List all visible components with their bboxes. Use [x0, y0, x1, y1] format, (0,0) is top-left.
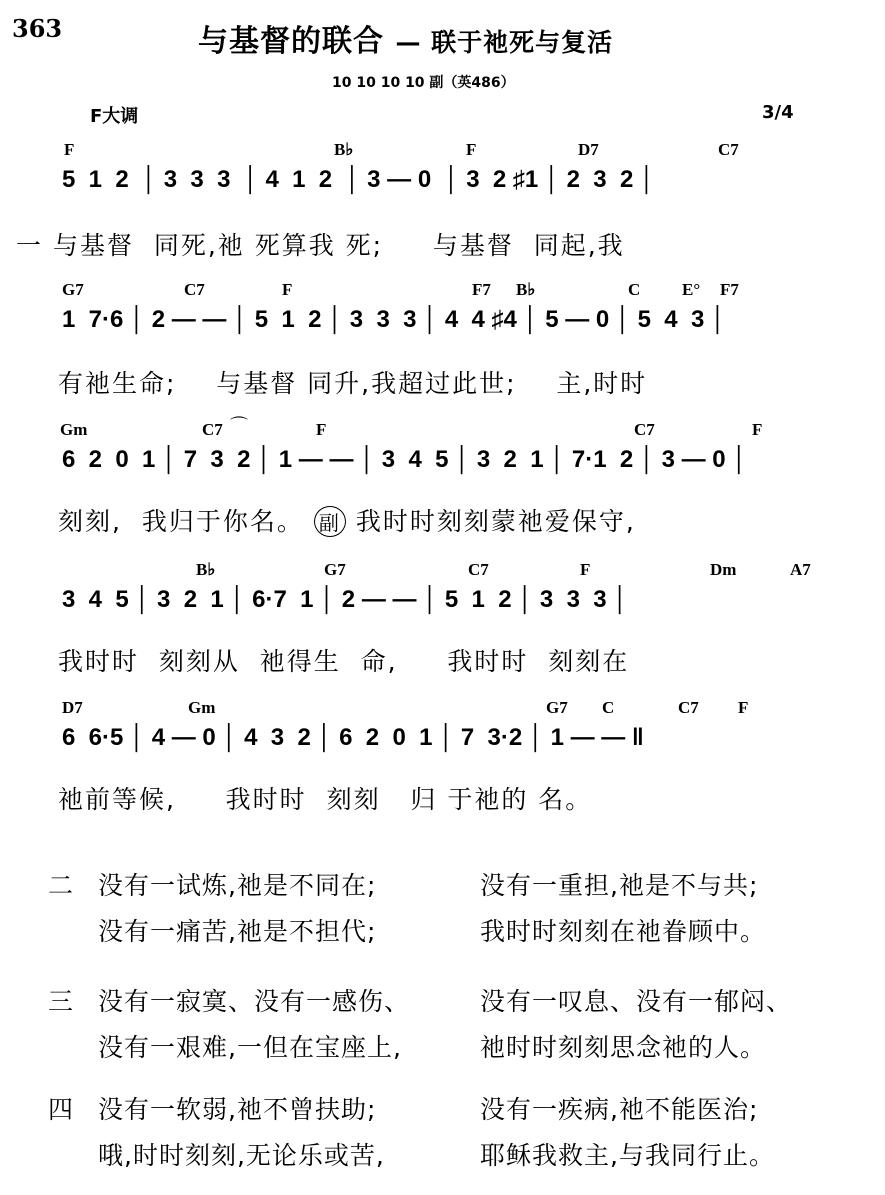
- notation-line: 6 6·5 │ 4 — 0 │ 4 3 2 │ 6 2 0 1 │ 7 3·2 │ 1 — — ‖: [62, 724, 644, 751]
- chord-symbol: C7: [678, 698, 699, 717]
- chord-symbol: C7: [634, 420, 655, 439]
- chord-symbol: C7: [202, 420, 223, 439]
- notation-line: 3 4 5 │ 3 2 1 │ 6·7 1 │ 2 — — │ 5 1 2 │ 3 3 3 │: [62, 586, 629, 613]
- staff-system: [0, 560, 885, 622]
- notation-line: 5 1 2 │ 3 3 3 │ 4 1 2 │ 3 — 0 │ 3 2 ♯1 │ 2 3 2 │: [62, 166, 655, 193]
- lyric-text: 刻刻, 我归于你名。: [58, 507, 304, 536]
- chord-symbol: C7: [468, 560, 489, 579]
- chord-symbol: A7: [790, 560, 811, 579]
- verse-line: 我时时刻刻在祂眷顾中。: [480, 917, 767, 946]
- lyric-line: [58, 502, 636, 538]
- lyric-text: 我时时刻刻蒙祂爱保守,: [355, 507, 636, 536]
- chord-symbol: C7: [718, 140, 739, 159]
- lyric-text: 有祂生命; 与基督 同升,我超过此世; 主,时时: [58, 369, 648, 398]
- verse-line: 没有一试炼,祂是不同在;: [98, 871, 377, 900]
- title-main: 与基督的联合: [198, 24, 384, 59]
- chord-symbol: G7: [62, 280, 84, 299]
- verse-line: 没有一艰难,一但在宝座上,: [98, 1033, 402, 1062]
- chord-symbol: F7: [720, 280, 739, 299]
- verse-number: 二: [48, 871, 75, 900]
- chord-symbol: D7: [62, 698, 83, 717]
- lyric-text: 祂前等候, 我时时 刻刻 归 于祂的 名。: [58, 785, 593, 814]
- time-signature: 3/4: [762, 102, 794, 123]
- verse-line: 祂时时刻刻思念祂的人。: [480, 1033, 767, 1062]
- verse-line: 没有一叹息、没有一郁闷、: [480, 987, 793, 1016]
- lyric-text: 我时时 刻刻从 祂得生 命, 我时时 刻刻在: [58, 647, 630, 676]
- chord-symbol: B♭: [516, 280, 536, 299]
- staff-system: [0, 420, 885, 482]
- refrain-marker: 副: [314, 506, 346, 537]
- chord-symbol: F: [282, 280, 293, 299]
- chord-symbol: F: [752, 420, 763, 439]
- notation-line: 1 7·6 │ 2 — — │ 5 1 2 │ 3 3 3 │ 4 4 ♯4 │ 5 — 0 │ 5 4 3 │: [62, 306, 726, 333]
- verse-line: 没有一软弱,祂不曾扶助;: [98, 1095, 377, 1124]
- verse-line: 没有一寂寞、没有一感伤、: [98, 987, 411, 1016]
- lyric-line: [16, 226, 625, 262]
- verse-line: 没有一重担,祂是不与共;: [480, 871, 759, 900]
- chord-symbol: D7: [578, 140, 599, 159]
- verse-line: 哦,时时刻刻,无论乐或苦,: [98, 1141, 385, 1170]
- hymn-number: 363: [12, 14, 63, 43]
- chord-symbol: C7: [184, 280, 205, 299]
- chord-symbol: Gm: [188, 698, 216, 717]
- lyric-line: [58, 780, 592, 816]
- chord-symbol: B♭: [196, 560, 216, 579]
- hymn-title: [198, 16, 613, 60]
- chord-symbol: C: [628, 280, 641, 299]
- staff-system: [0, 698, 885, 760]
- key-signature: F大调: [90, 106, 139, 127]
- lyric-line: [58, 642, 629, 678]
- chord-symbol: F: [466, 140, 477, 159]
- chord-symbol: G7: [324, 560, 346, 579]
- chord-symbol: G7: [546, 698, 568, 717]
- chord-symbol: F: [738, 698, 749, 717]
- chord-symbol: E°: [682, 280, 701, 299]
- chord-symbol: F7: [472, 280, 491, 299]
- staff-system: [0, 140, 885, 202]
- lyric-line: [58, 364, 647, 400]
- verse-number: 四: [48, 1095, 75, 1124]
- fermata-icon: ⌒: [230, 416, 248, 437]
- title-subtitle: — 联于祂死与复活: [395, 28, 614, 57]
- chord-symbol: F: [316, 420, 327, 439]
- staff-system: [0, 280, 885, 342]
- chord-symbol: F: [64, 140, 75, 159]
- verse-line: 耶稣我救主,与我同行止。: [480, 1141, 775, 1170]
- chord-symbol: C: [602, 698, 615, 717]
- verse-line: 没有一疾病,祂不能医治;: [480, 1095, 759, 1124]
- notation-line: 6 2 0 1 │ 7 3 2 │ 1 — — │ 3 4 5 │ 3 2 1 │ 7·1 2 │ 3 — 0 │: [62, 446, 748, 473]
- verse-line: 没有一痛苦,祂是不担代;: [98, 917, 377, 946]
- chord-symbol: Gm: [60, 420, 88, 439]
- chord-symbol: Dm: [710, 560, 737, 579]
- verse-number: 三: [48, 987, 75, 1016]
- chord-symbol: F: [580, 560, 591, 579]
- lyric-text: 一 与基督 同死,祂 死算我 死; 与基督 同起,我: [16, 231, 625, 260]
- chord-symbol: B♭: [334, 140, 354, 159]
- meter-line: 10 10 10 10 副（英486）: [332, 75, 515, 91]
